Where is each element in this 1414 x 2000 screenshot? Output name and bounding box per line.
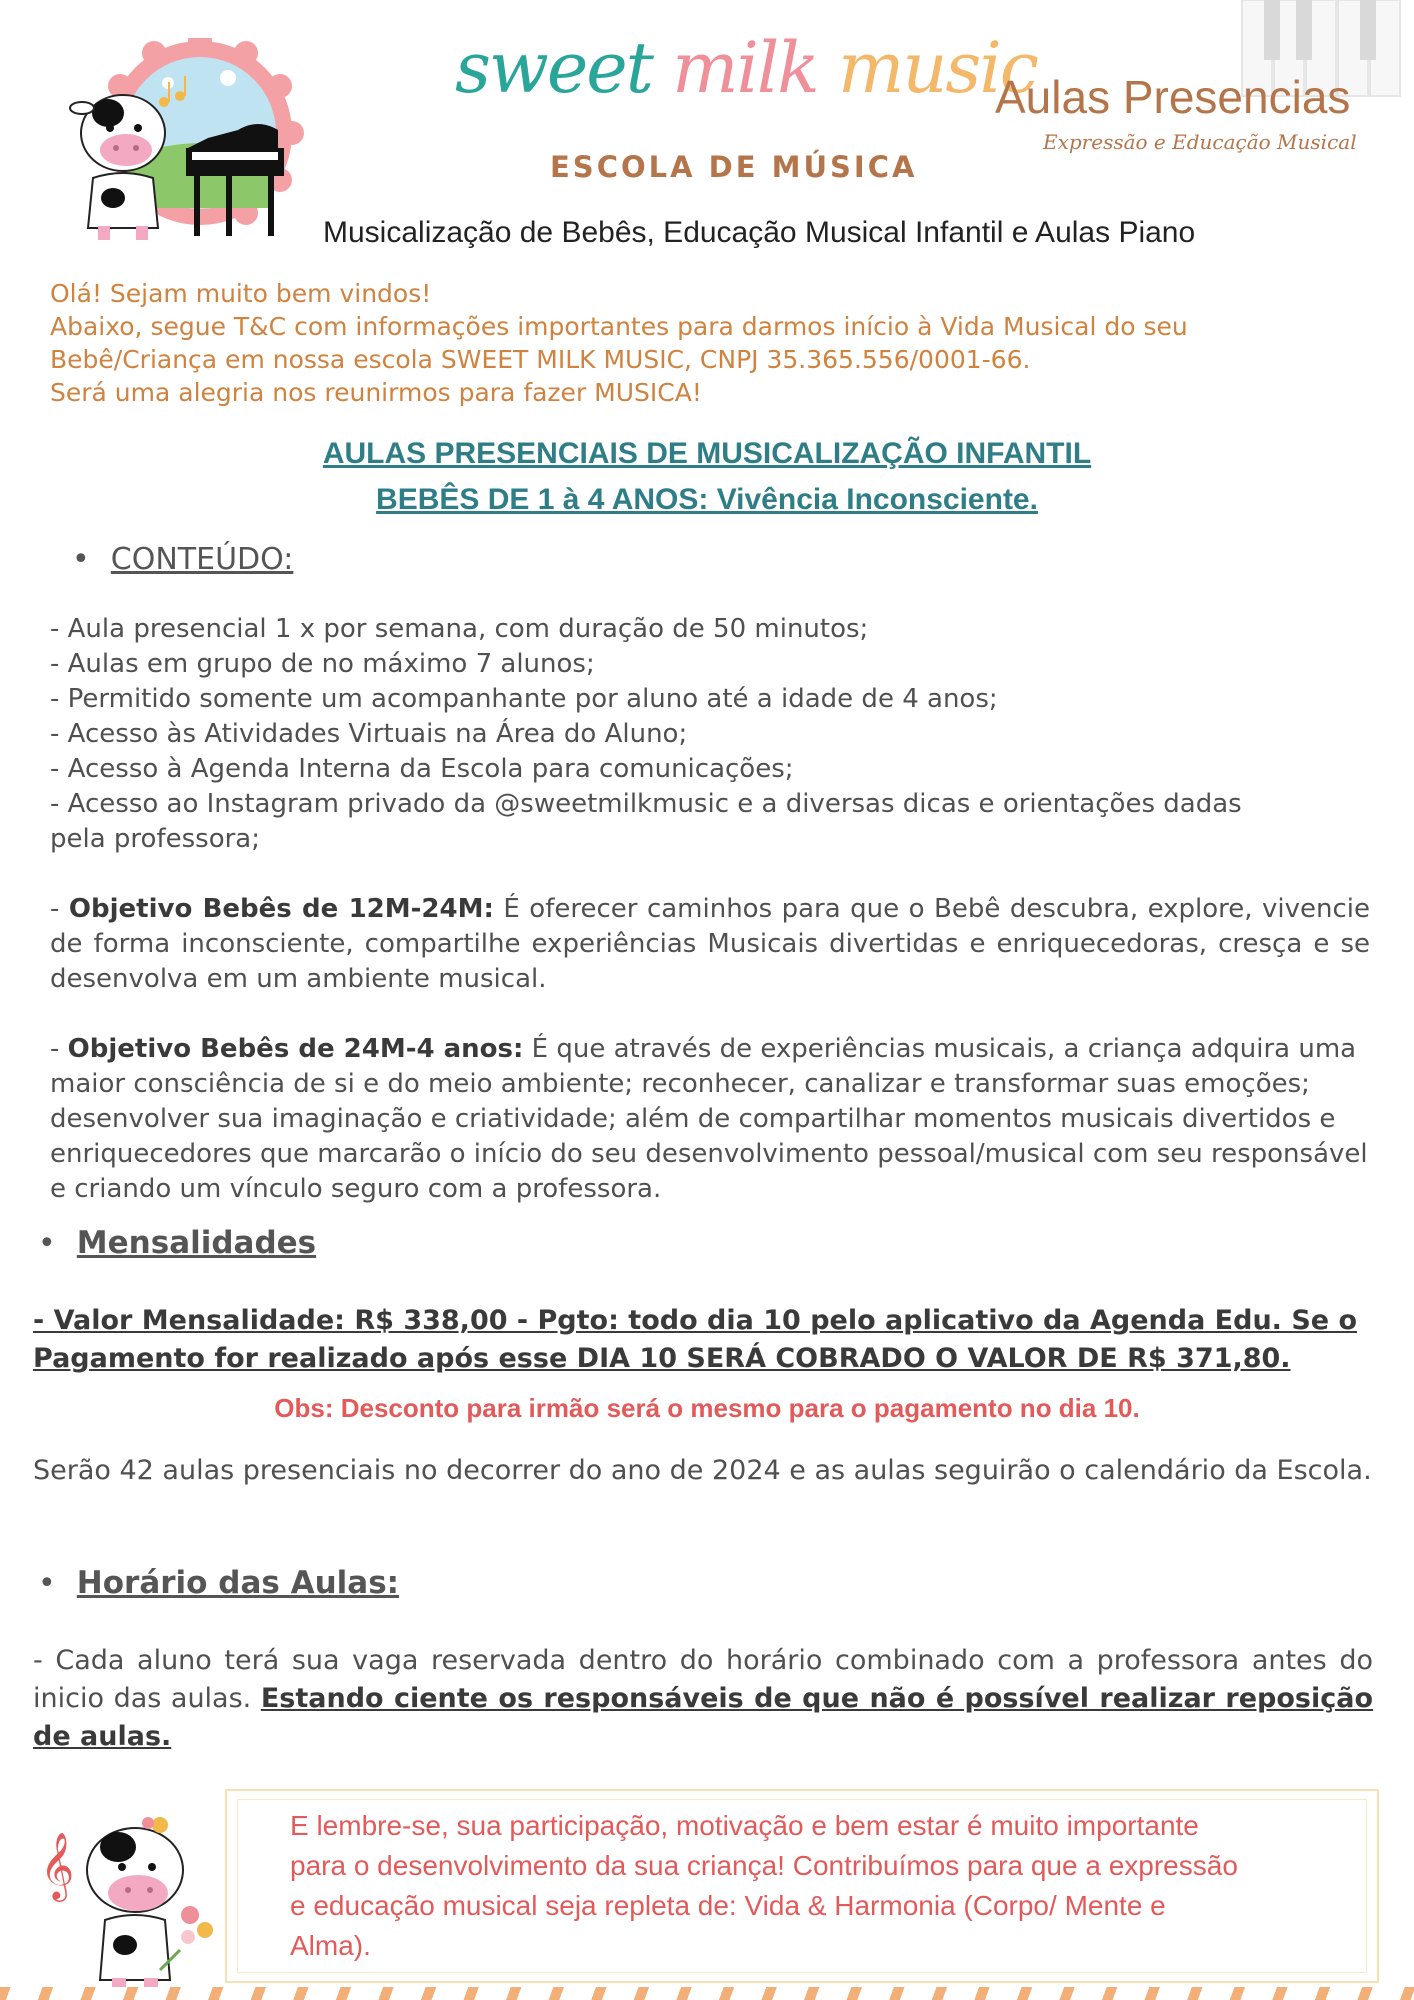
- bullet-icon: •: [38, 1566, 56, 1601]
- page-title: Aulas Presencias: [995, 71, 1351, 123]
- horario-heading: Horário das Aulas:: [76, 1565, 400, 1601]
- welcome-message: [50, 277, 1375, 409]
- brand-word-music: music: [837, 27, 1037, 109]
- objective-label: Objetivo Bebês de 24M-4 anos:: [67, 1034, 524, 1064]
- discount-note: Obs: Desconto para irmão será o mesmo para o pagamento no dia 10.: [274, 1393, 1140, 1423]
- objective-dash: -: [50, 894, 69, 924]
- bullet-icon: •: [38, 1226, 56, 1261]
- brand-word-sweet: sweet: [455, 27, 652, 109]
- bullet-icon: •: [72, 542, 90, 577]
- mensalidades-heading: Mensalidades: [76, 1225, 317, 1261]
- list-item: - Permitido somente um acompanhante por aluno até a idade de 4 anos;: [50, 684, 998, 714]
- list-item: - Acesso às Atividades Virtuais na Área do Aluno;: [50, 719, 688, 749]
- horario-description: - Cada aluno terá sua vaga reservada dentro do horário combinado com a professora antes do inicio das aulas.: [33, 1645, 1373, 1714]
- closing-line: E lembre-se, sua participação, motivação e bem estar é muito importante: [290, 1810, 1199, 1841]
- list-item: pela professora;: [50, 824, 260, 854]
- objective-text: É oferecer caminhos para que o Bebê descubra, explore, vivencie de forma inconsciente, compartilhe experiências Musicais divertidas e enriquecedoras, cresça e se desenvolva em um ambiente musical.: [50, 894, 1371, 994]
- welcome-line: Olá! Sejam muito bem vindos!: [50, 279, 432, 308]
- decorative-stripe: [0, 1987, 1414, 2000]
- page-subtitle: Musicalização de Bebês, Educação Musical Infantil e Aulas Piano: [323, 216, 1196, 249]
- closing-line: e educação musical seja repleta de: Vida & Harmonia (Corpo/ Mente e: [290, 1890, 1166, 1921]
- fee-line: - Valor Mensalidade: R$ 338,00 - Pgto: todo dia 10 pelo aplicativo da Agenda Edu. Se o: [33, 1305, 1358, 1336]
- conteudo-list: [50, 612, 1375, 857]
- closing-message: [290, 1806, 1295, 1966]
- objective-24m-4anos: [50, 1032, 1370, 1207]
- fee-info: [33, 1302, 1373, 1378]
- mensalidades-heading-row: [38, 1225, 316, 1261]
- list-item: - Acesso à Agenda Interna da Escola para comunicações;: [50, 754, 794, 784]
- list-item: - Aulas em grupo de no máximo 7 alunos;: [50, 649, 595, 679]
- horario-text: [33, 1642, 1373, 1756]
- objective-text: É que através de experiências musicais, a criança adquira uma maior consciência de si e do meio ambiente; reconhecer, canalizar e transformar suas emoções; desenvolver sua imaginação e criatividade; além de compartilhar momentos musicais divertidos e enriquecedores que marcarão o início do seu desenvolvimento pessoal/musical com seu responsável e criando um vínculo seguro com a professora.: [50, 1034, 1368, 1204]
- tagline: Expressão e Educação Musical: [1043, 130, 1357, 154]
- closing-line: Alma).: [290, 1930, 371, 1961]
- welcome-line: Bebê/Criança em nossa escola SWEET MILK MUSIC, CNPJ 35.365.556/0001-66.: [50, 345, 1031, 374]
- welcome-line: Abaixo, segue T&C com informações importantes para darmos início à Vida Musical do seu: [50, 312, 1188, 341]
- treble-clef-icon: 𝄞: [40, 1831, 75, 1899]
- list-item: - Acesso ao Instagram privado da @sweetmilkmusic e a diversas dicas e orientações dadas: [50, 789, 1242, 819]
- section-heading-line2: BEBÊS DE 1 à 4 ANOS: Vivência Inconsciente.: [376, 483, 1038, 516]
- closing-line: para o desenvolvimento da sua criança! Contribuímos para que a expressão: [290, 1850, 1238, 1881]
- school-name: ESCOLA DE MÚSICA: [550, 150, 918, 184]
- cow-with-flowers-icon: [40, 1795, 230, 1995]
- flower-bouquet-icon: [160, 1906, 213, 1970]
- classes-note: Serão 42 aulas presenciais no decorrer do ano de 2024 e as aulas seguirão o calendário da Escola.: [33, 1455, 1372, 1486]
- list-item: - Aula presencial 1 x por semana, com duração de 50 minutos;: [50, 614, 869, 644]
- conteudo-heading-row: [72, 542, 293, 577]
- section-heading-line1: AULAS PRESENCIAIS DE MUSICALIZAÇÃO INFANTIL: [322, 437, 1092, 470]
- horario-heading-row: [38, 1565, 399, 1601]
- brand-logo: [455, 27, 1037, 138]
- objective-label: Objetivo Bebês de 12M-24M:: [68, 894, 494, 924]
- brand-word-milk: milk: [672, 27, 818, 109]
- welcome-line: Será uma alegria nos reunirmos para fazer MUSICA!: [50, 378, 702, 407]
- objective-12-24m: [50, 892, 1370, 997]
- horario-emphasis: Estando ciente os responsáveis de que não é possível realizar reposição de aulas.: [33, 1683, 1373, 1752]
- objective-dash: -: [50, 1034, 68, 1064]
- fee-line: Pagamento for realizado após esse DIA 10 SERÁ COBRADO O VALOR DE R$ 371,80.: [33, 1343, 1291, 1374]
- conteudo-heading: CONTEÚDO:: [110, 542, 294, 577]
- logo-cow-piano: [68, 38, 308, 253]
